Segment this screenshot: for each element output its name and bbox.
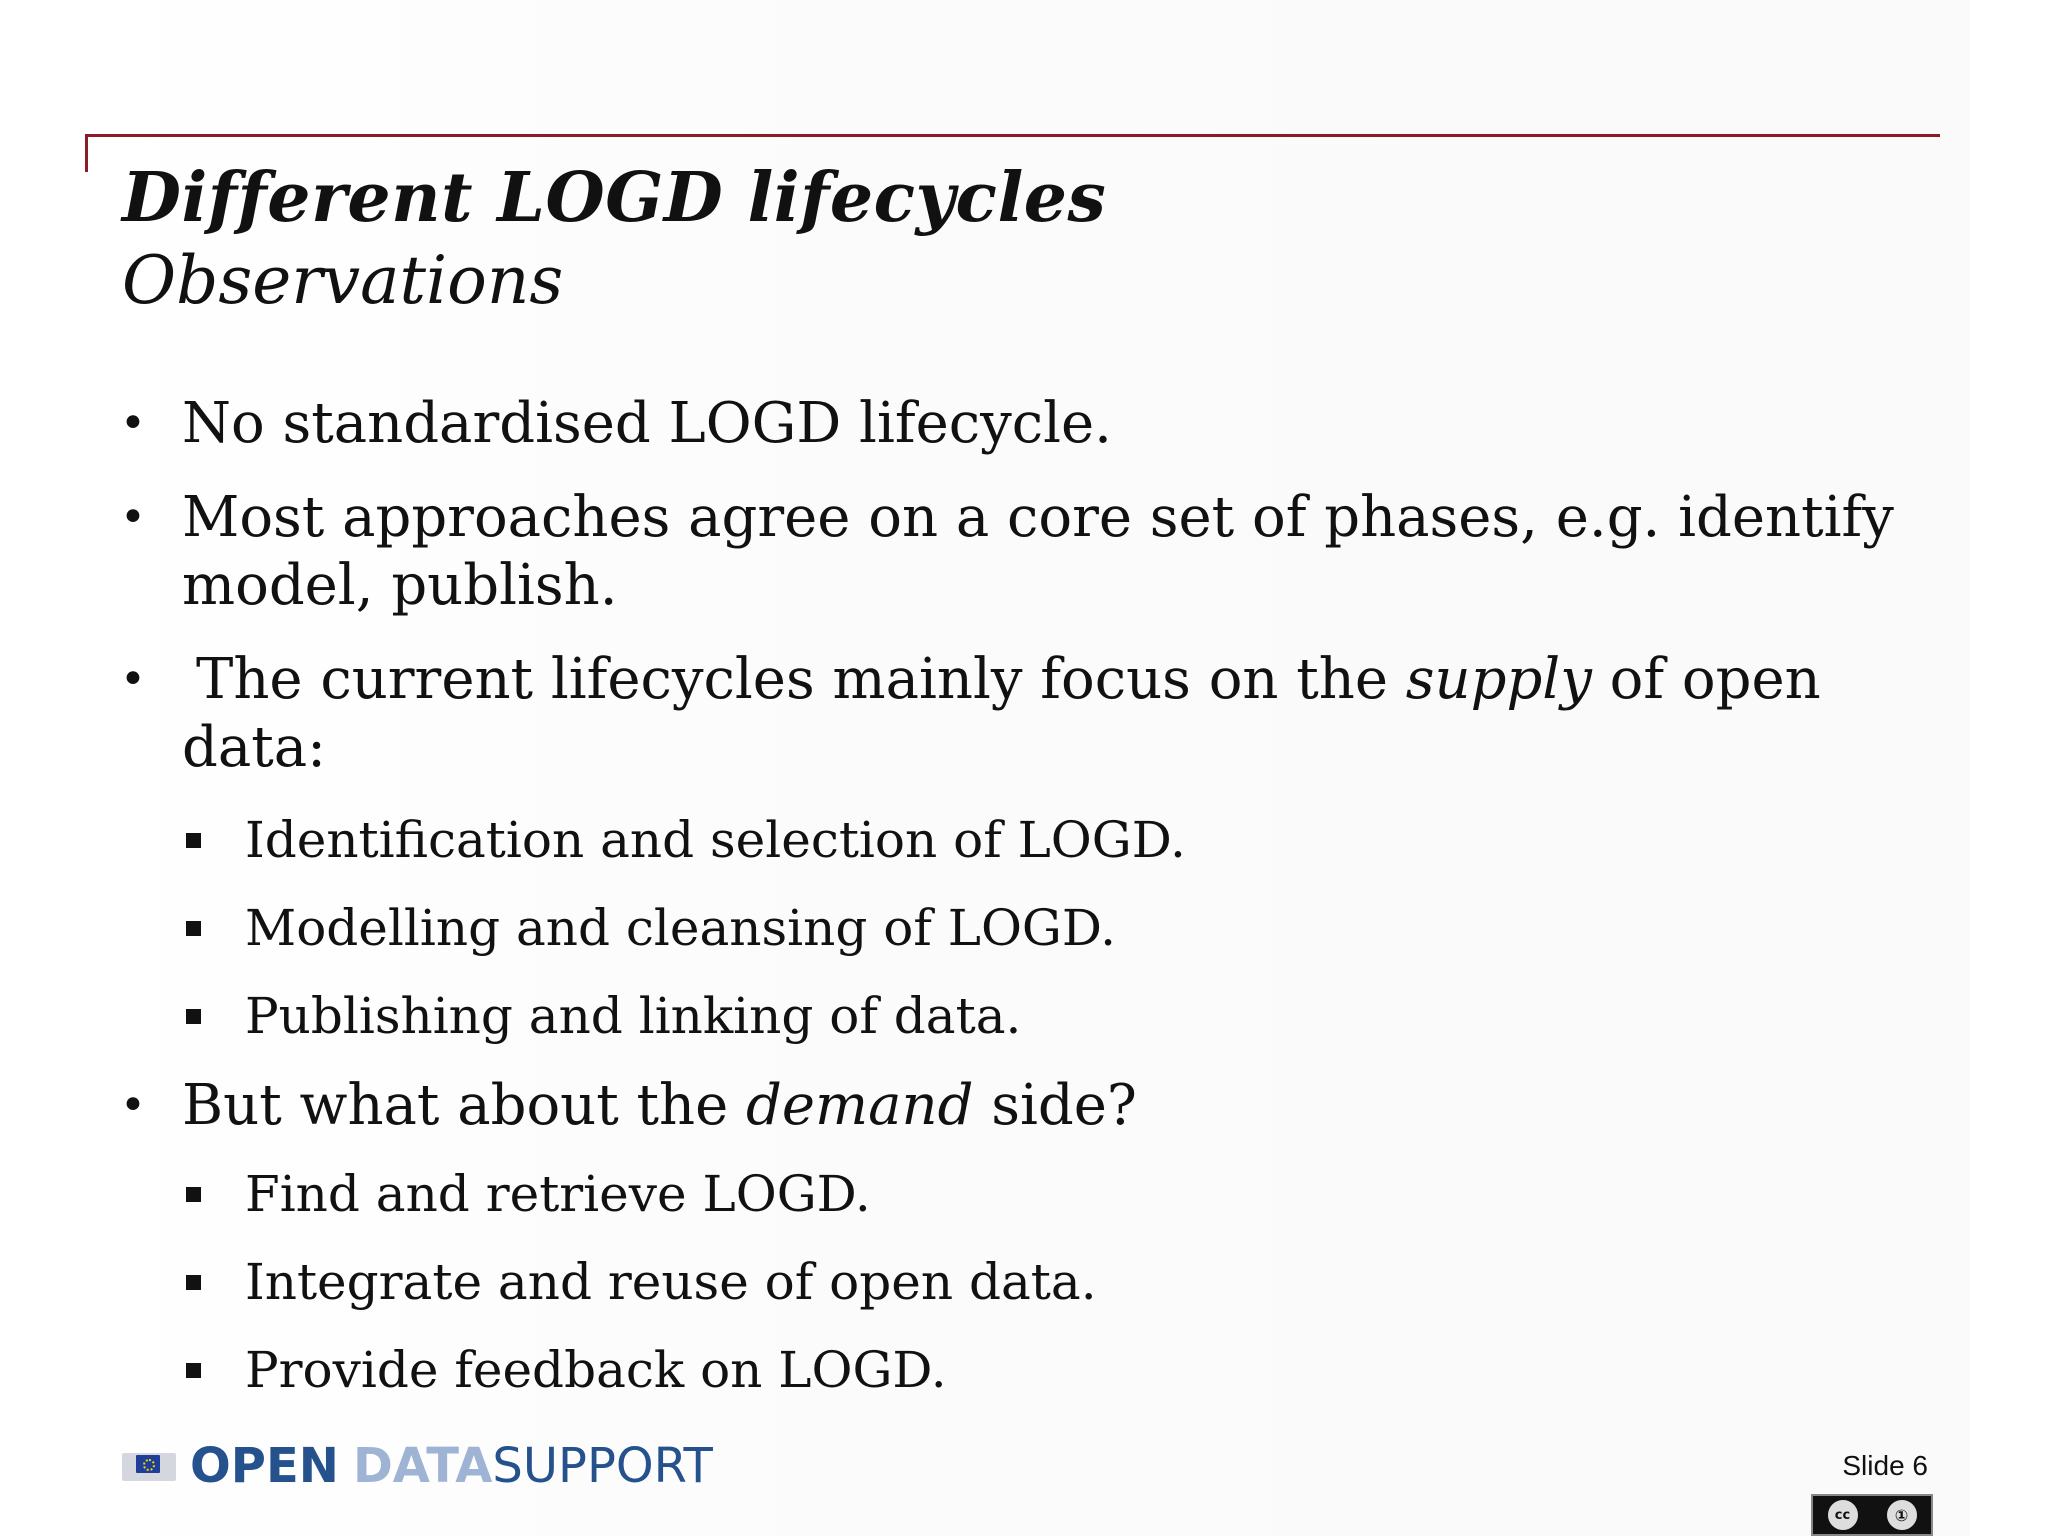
bullet-item	[120, 390, 1900, 458]
bullet-text: No standardised LOGD lifecycle.	[182, 391, 1112, 456]
bullet-text-part: But what about the	[182, 1073, 747, 1138]
square-bullet-icon	[186, 1009, 201, 1024]
bullet-text	[182, 647, 1821, 780]
sub-bullet-item	[120, 984, 1900, 1048]
logo-support-text: SUPPORT	[492, 1438, 713, 1494]
square-bullet-icon	[186, 1187, 201, 1202]
header-rule-tick	[85, 134, 88, 172]
sub-bullet-item	[120, 1338, 1900, 1402]
square-bullet-icon	[186, 1363, 201, 1378]
bullet-text-part: side?	[973, 1073, 1137, 1138]
bullet-dot-icon: •	[120, 1080, 146, 1131]
open-data-support-logo	[122, 1438, 713, 1494]
sub-bullet-text: Provide feedback on LOGD.	[245, 1341, 947, 1399]
sub-bullet-text: Publishing and linking of data.	[245, 987, 1022, 1045]
bullet-text-part: of open data:	[182, 647, 1821, 780]
logo-open-text: OPEN	[190, 1438, 339, 1494]
square-bullet-icon	[186, 1275, 201, 1290]
bullet-dot-icon: •	[120, 398, 146, 449]
sub-bullet-text: Identification and selection of LOGD.	[245, 811, 1186, 869]
logo-wordmark	[190, 1438, 713, 1494]
bullet-text: Most approaches agree on a core set of phases, e.g. identify model, publish.	[182, 485, 1894, 618]
sub-bullet-item	[120, 1250, 1900, 1314]
bullet-item	[120, 1072, 1900, 1140]
bullet-dot-icon: •	[120, 492, 146, 543]
square-bullet-icon	[186, 921, 201, 936]
bullet-dot-icon: •	[120, 654, 146, 705]
sub-bullet-item	[120, 808, 1900, 872]
sub-bullet-item	[120, 896, 1900, 960]
bullet-item	[120, 484, 1900, 620]
bullet-text-part: The current lifecycles mainly focus on the	[196, 647, 1406, 712]
bullet-list	[120, 390, 1900, 1426]
bullet-emphasis: demand	[746, 1073, 974, 1138]
slide-subtitle: Observations	[122, 242, 564, 319]
sub-bullet-text: Find and retrieve LOGD.	[245, 1165, 871, 1223]
sub-bullet-text: Integrate and reuse of open data.	[245, 1253, 1097, 1311]
slide-title: Different LOGD lifecycles	[122, 158, 1107, 238]
sub-bullet-text: Modelling and cleansing of LOGD.	[245, 899, 1117, 957]
cc-by-icon	[1811, 1494, 1933, 1536]
header-rule	[85, 134, 1940, 137]
bullet-item	[120, 646, 1900, 782]
cc-icon	[1826, 1498, 1860, 1532]
sub-bullet-item	[120, 1162, 1900, 1226]
bullet-text	[182, 1073, 1137, 1138]
slide-number: Slide 6	[1842, 1450, 1928, 1481]
bullet-emphasis: supply	[1405, 647, 1592, 712]
square-bullet-icon	[186, 833, 201, 848]
logo-data-text: DATA	[352, 1438, 493, 1494]
attribution-icon	[1885, 1498, 1919, 1532]
eu-flag-icon	[122, 1445, 178, 1487]
